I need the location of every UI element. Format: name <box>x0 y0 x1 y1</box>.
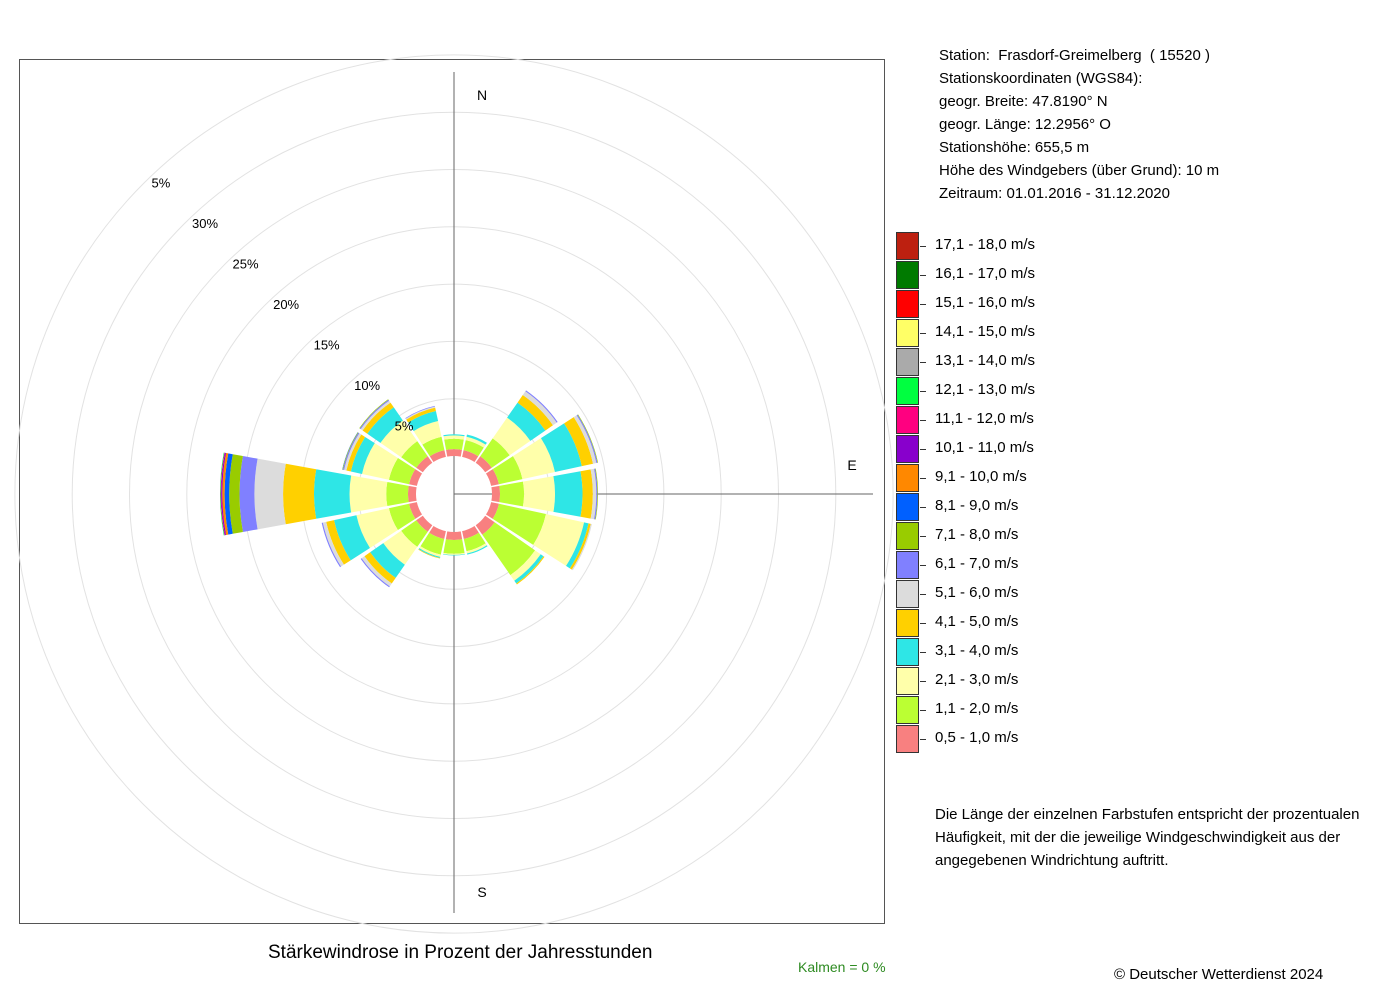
direction-label-e: E <box>847 457 857 473</box>
legend-tick <box>920 391 926 392</box>
legend-item <box>896 435 1196 464</box>
bar-segment <box>408 486 417 502</box>
legend-tick <box>920 594 926 595</box>
radial-tick-label: 10% <box>354 378 381 394</box>
legend-item <box>896 493 1196 522</box>
bar-segment <box>499 482 524 507</box>
legend-label: 5,1 - 6,0 m/s <box>935 584 1019 601</box>
legend-swatch <box>896 551 919 579</box>
legend-label: 8,1 - 9,0 m/s <box>935 497 1019 514</box>
direction-n-bar <box>443 434 464 456</box>
legend-swatch <box>896 348 919 376</box>
legend-swatch <box>896 493 919 521</box>
bar-segment <box>283 464 316 525</box>
legend-label: 10,1 - 11,0 m/s <box>935 439 1034 456</box>
latitude: geogr. Breite: 47.8190° N <box>939 93 1108 110</box>
bar-segment <box>444 439 464 450</box>
radial-tick-label: 30% <box>192 216 219 231</box>
legend-label: 13,1 - 14,0 m/s <box>935 352 1036 369</box>
legend-tick <box>920 362 926 363</box>
legend-swatch <box>896 667 919 695</box>
coords-title: Stationskoordinaten (WGS84): <box>939 70 1143 87</box>
copyright: © Deutscher Wetterdienst 2024 <box>1114 966 1324 983</box>
legend-tick <box>920 681 926 682</box>
elevation: Stationshöhe: 655,5 m <box>939 139 1090 156</box>
direction-label-s: S <box>477 884 487 900</box>
legend-item <box>896 348 1196 377</box>
legend-label: 14,1 - 15,0 m/s <box>935 323 1036 340</box>
legend-item <box>896 377 1196 406</box>
bar-segment <box>314 469 351 519</box>
legend-tick <box>920 275 926 276</box>
legend-label: 15,1 - 16,0 m/s <box>935 294 1036 311</box>
legend-tick <box>920 710 926 711</box>
legend-tick <box>920 304 926 305</box>
legend-label: 6,1 - 7,0 m/s <box>935 555 1019 572</box>
bar-segment <box>446 531 462 540</box>
legend-swatch <box>896 696 919 724</box>
legend-item <box>896 725 1196 754</box>
bar-segment <box>446 449 462 456</box>
legend-swatch <box>896 638 919 666</box>
legend-tick <box>920 739 926 740</box>
legend-item <box>896 522 1196 551</box>
legend-tick <box>920 449 926 450</box>
legend-label: 17,1 - 18,0 m/s <box>935 236 1036 253</box>
legend-label: 12,1 - 13,0 m/s <box>935 381 1036 398</box>
legend-swatch <box>896 319 919 347</box>
calm-label: Kalmen = 0 % <box>798 959 886 975</box>
legend-item <box>896 551 1196 580</box>
bar-segment <box>350 476 388 513</box>
legend-item <box>896 580 1196 609</box>
legend-swatch <box>896 522 919 550</box>
legend-tick <box>920 333 926 334</box>
chart-title: Stärkewindrose in Prozent der Jahresstunden <box>268 942 653 963</box>
station-name: Station: Frasdorf-Greimelberg ( 15520 ) <box>939 47 1210 64</box>
legend-item <box>896 261 1196 290</box>
bar-segment <box>523 476 555 512</box>
legend-item <box>896 696 1196 725</box>
radial-tick-label: 5% <box>151 175 171 191</box>
legend-tick <box>920 246 926 247</box>
legend-item <box>896 667 1196 696</box>
radial-tick-label: 25% <box>232 256 259 272</box>
period: Zeitraum: 01.01.2016 - 31.12.2020 <box>939 185 1170 202</box>
bar-segment <box>553 471 582 517</box>
legend-label: 9,1 - 10,0 m/s <box>935 468 1027 485</box>
radial-tick-label: 15% <box>313 337 340 353</box>
bar-segment <box>491 486 500 502</box>
longitude: geogr. Länge: 12.2956° O <box>939 116 1111 133</box>
legend-swatch <box>896 580 919 608</box>
legend-item <box>896 638 1196 667</box>
legend-item <box>896 290 1196 319</box>
legend-item <box>896 464 1196 493</box>
legend-swatch <box>896 261 919 289</box>
legend-swatch <box>896 725 919 753</box>
radial-tick-label: 5% <box>394 418 414 434</box>
legend-tick <box>920 420 926 421</box>
legend-tick <box>920 507 926 508</box>
direction-s-bar <box>443 531 465 555</box>
legend-swatch <box>896 435 919 463</box>
legend-swatch <box>896 232 919 260</box>
bar-segment <box>386 482 409 506</box>
bar-segment <box>443 539 464 553</box>
legend-label: 4,1 - 5,0 m/s <box>935 613 1019 630</box>
legend-swatch <box>896 290 919 318</box>
legend-label: 11,1 - 12,0 m/s <box>935 410 1034 427</box>
legend-tick <box>920 536 926 537</box>
legend-swatch <box>896 377 919 405</box>
legend-item <box>896 319 1196 348</box>
legend-item <box>896 232 1196 261</box>
wind-rose-svg <box>20 60 886 925</box>
sensor-height: Höhe des Windgebers (über Grund): 10 m <box>939 162 1220 179</box>
legend-item <box>896 609 1196 638</box>
legend-tick <box>920 565 926 566</box>
legend-swatch <box>896 464 919 492</box>
direction-label-n: N <box>476 87 488 103</box>
legend-item <box>896 406 1196 435</box>
legend-label: 0,5 - 1,0 m/s <box>935 729 1019 746</box>
legend-label: 3,1 - 4,0 m/s <box>935 642 1019 659</box>
legend-label: 16,1 - 17,0 m/s <box>935 265 1036 282</box>
explanation-note: Die Länge der einzelnen Farbstufen entspricht der prozentualen Häufigkeit, mit der die jeweilige Windgeschwindigkeit aus der angegebenen Windrichtung auftritt. <box>935 806 1360 869</box>
legend-tick <box>920 623 926 624</box>
legend-tick <box>920 652 926 653</box>
legend-swatch <box>896 406 919 434</box>
bar-segment <box>254 459 285 530</box>
legend-tick <box>920 478 926 479</box>
legend-swatch <box>896 609 919 637</box>
legend-label: 7,1 - 8,0 m/s <box>935 526 1019 543</box>
legend-label: 2,1 - 3,0 m/s <box>935 671 1019 688</box>
legend-label: 1,1 - 2,0 m/s <box>935 700 1019 717</box>
radial-tick-label: 20% <box>273 297 300 313</box>
